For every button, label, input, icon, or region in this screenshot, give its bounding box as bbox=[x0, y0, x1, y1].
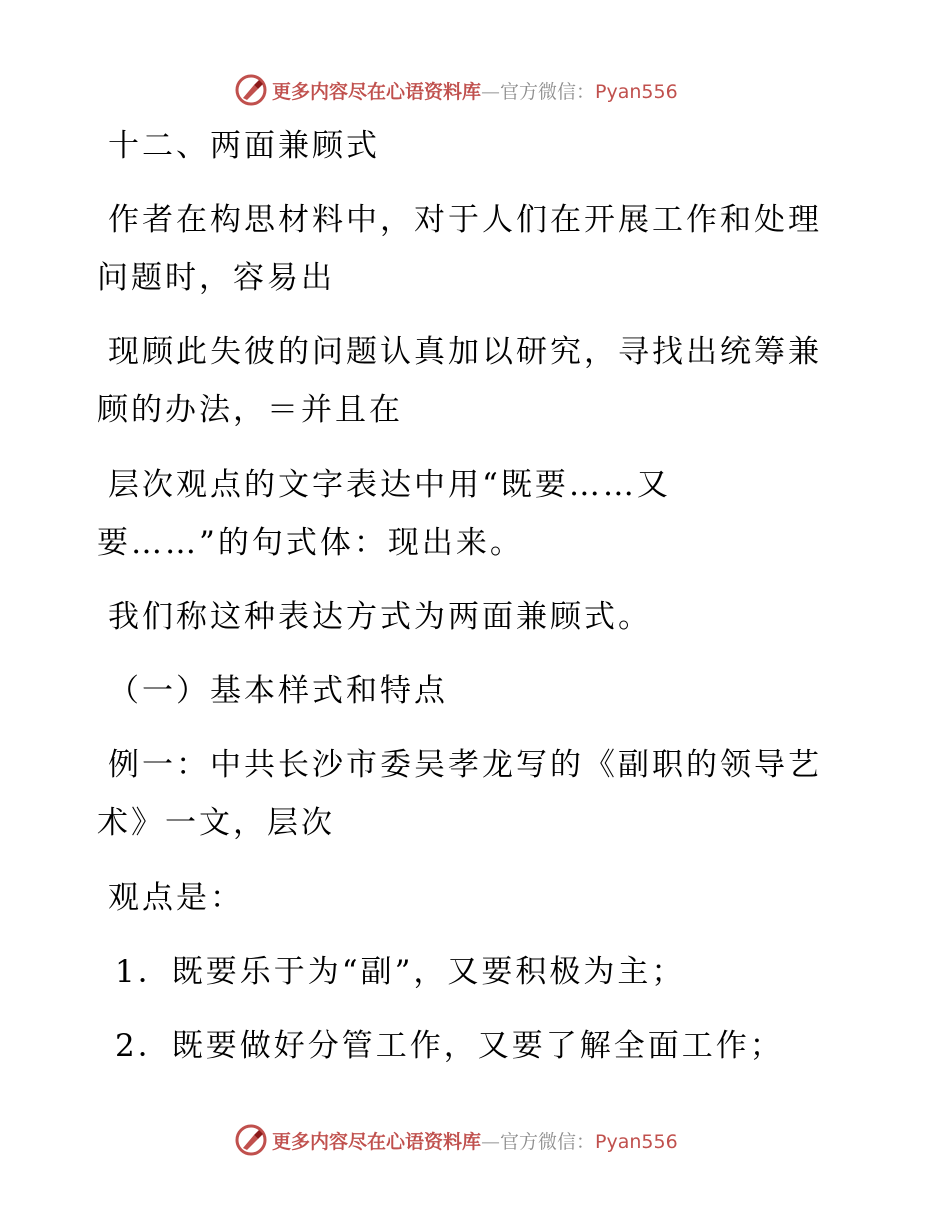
watermark-id: Pyan556 bbox=[595, 1130, 678, 1153]
watermark-dash: — bbox=[481, 1130, 501, 1153]
paragraph-line: 现顾此失彼的问题认真加以研究，寻找出统筹兼 bbox=[108, 334, 822, 370]
paragraph-line: 顾的办法，＝并且在 bbox=[97, 392, 403, 428]
watermark-id: Pyan556 bbox=[595, 80, 678, 103]
pen-logo-icon bbox=[234, 73, 268, 107]
list-item: 2．既要做好分管工作，又要了解全面工作； bbox=[115, 1028, 784, 1064]
watermark-sub: 官方微信： bbox=[500, 80, 596, 103]
watermark-text bbox=[272, 1127, 678, 1154]
paragraph-line: 我们称这种表达方式为两面兼顾式。 bbox=[108, 599, 652, 635]
paragraph-line: 层次观点的文字表达中用“既要……又 bbox=[108, 467, 671, 503]
paragraph-line: 术》一文，层次 bbox=[97, 805, 335, 841]
header-watermark bbox=[234, 72, 678, 108]
paragraph-line: 要……”的句式体：现出来。 bbox=[97, 525, 524, 561]
watermark-dash: — bbox=[481, 80, 501, 103]
paragraph-line: 问题时，容易出 bbox=[97, 260, 335, 296]
paragraph-line: 观点是： bbox=[108, 880, 244, 916]
list-item: 1．既要乐于为“副”，又要积极为主； bbox=[115, 954, 686, 990]
footer-watermark bbox=[234, 1122, 678, 1158]
paragraph-line: 作者在构思材料中，对于人们在开展工作和处理 bbox=[108, 202, 822, 238]
watermark-brand: 更多内容尽在心语资料库 bbox=[272, 1130, 482, 1153]
section-heading: 十二、两面兼顾式 bbox=[108, 128, 380, 164]
watermark-brand: 更多内容尽在心语资料库 bbox=[272, 80, 482, 103]
paragraph-line: 例一：中共长沙市委吴孝龙写的《副职的领导艺 bbox=[108, 747, 822, 783]
pen-logo-icon bbox=[234, 1123, 268, 1157]
watermark-sub: 官方微信： bbox=[500, 1130, 596, 1153]
subsection-heading: （一）基本样式和特点 bbox=[108, 673, 448, 709]
watermark-text bbox=[272, 77, 678, 104]
